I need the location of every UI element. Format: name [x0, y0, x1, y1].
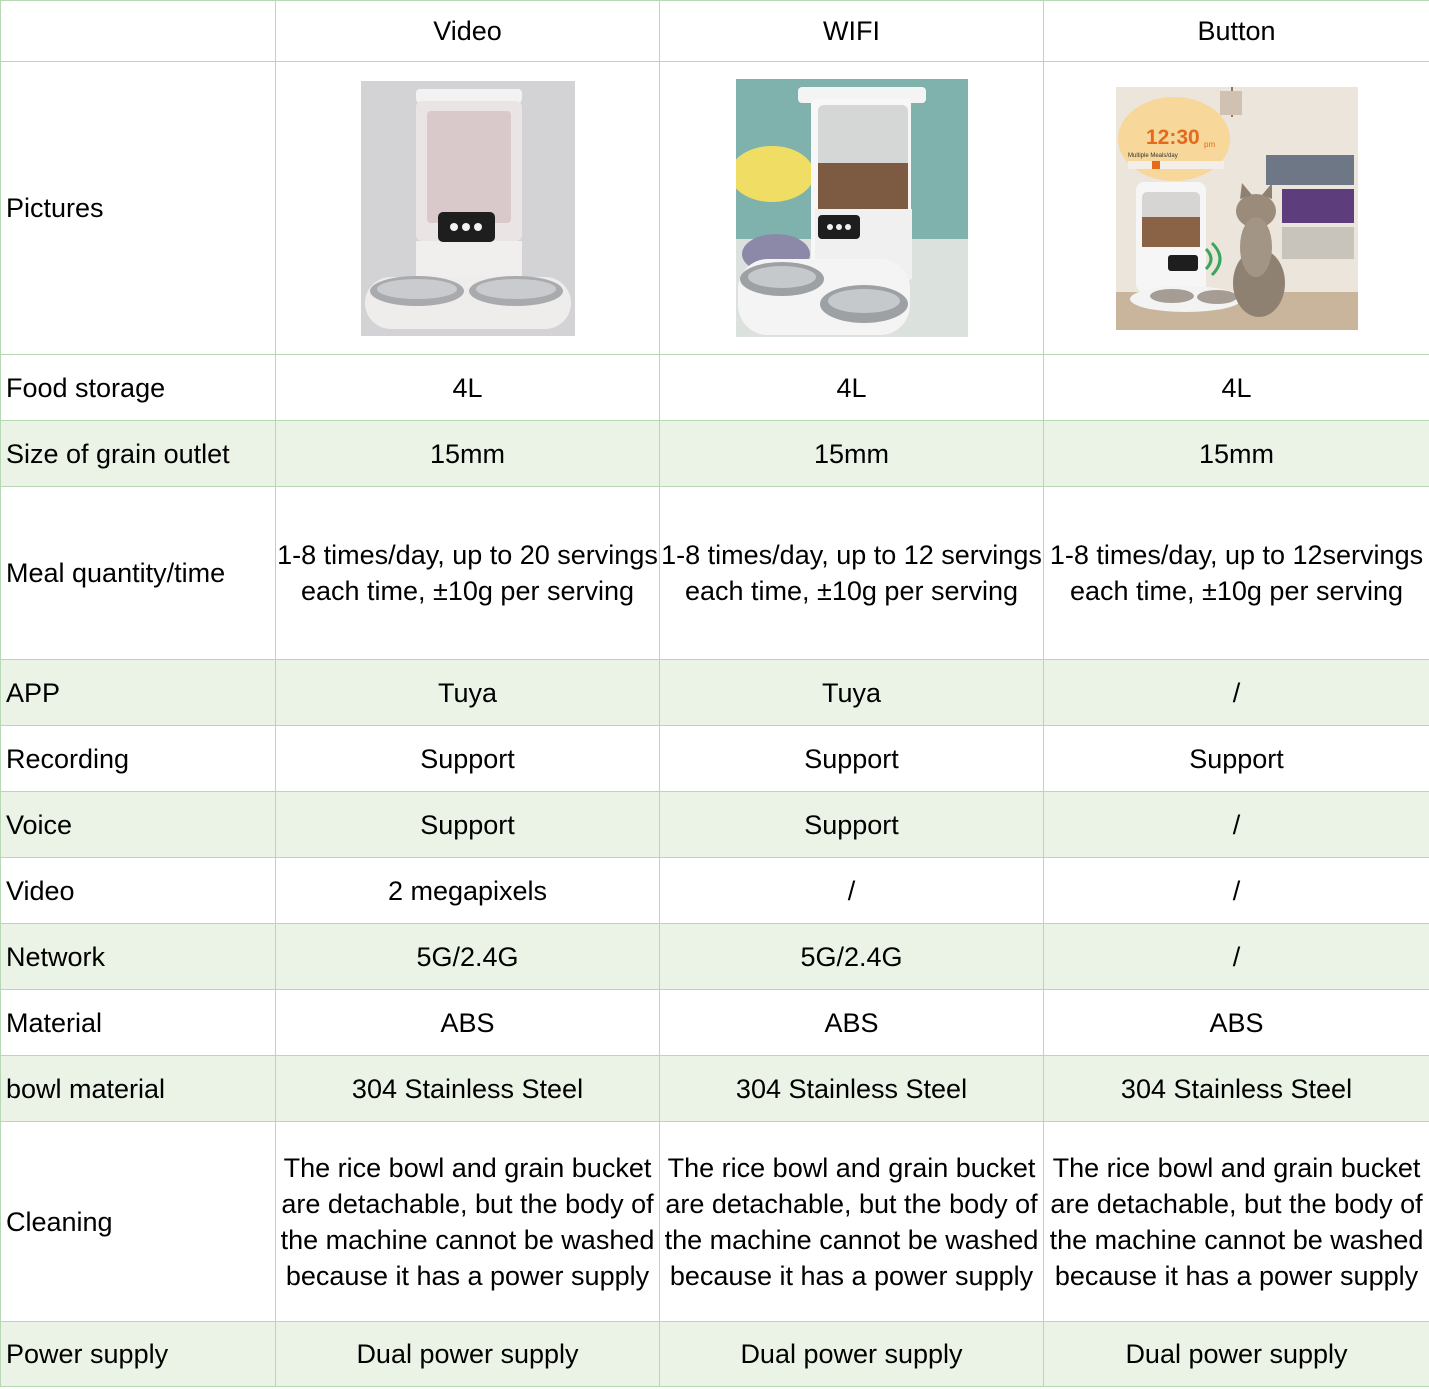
row-cleaning — [1, 1122, 1429, 1322]
value-button: ABS — [1044, 990, 1429, 1056]
column-header-wifi: WIFI — [660, 1, 1044, 62]
row-label: Size of grain outlet — [1, 421, 276, 487]
feeder-meals-caption: Multiple Meals/day — [1127, 152, 1178, 159]
row-label: bowl material — [1, 1056, 276, 1122]
feeder-with-cat-and-schedule-promo-photo — [1116, 87, 1358, 330]
row-label: Network — [1, 924, 276, 990]
column-header-button: Button — [1044, 1, 1429, 62]
pictures-row — [1, 62, 1429, 355]
row-power-supply — [1, 1322, 1429, 1387]
value-wifi: 15mm — [660, 421, 1044, 487]
value-wifi: The rice bowl and grain bucket are detachable, but the body of the machine cannot be washed because it has a power supply — [660, 1122, 1044, 1322]
value-wifi: Dual power supply — [660, 1322, 1044, 1387]
row-voice — [1, 792, 1429, 858]
feeder-clock-time: 12:30 — [1145, 125, 1200, 149]
row-network — [1, 924, 1429, 990]
value-wifi: / — [660, 858, 1044, 924]
value-button: / — [1044, 924, 1429, 990]
value-button: Dual power supply — [1044, 1322, 1429, 1387]
value-wifi: Tuya — [660, 660, 1044, 726]
row-material — [1, 990, 1429, 1056]
row-label-pictures: Pictures — [1, 62, 276, 355]
value-video: ABS — [276, 990, 660, 1056]
value-button: 15mm — [1044, 421, 1429, 487]
row-label: Recording — [1, 726, 276, 792]
column-header-video: Video — [276, 1, 660, 62]
row-video — [1, 858, 1429, 924]
row-label: Meal quantity/time — [1, 487, 276, 660]
value-button: 4L — [1044, 355, 1429, 421]
row-label: Power supply — [1, 1322, 276, 1387]
value-video: 1-8 times/day, up to 20 servings each time, ±10g per serving — [276, 487, 660, 660]
value-wifi: 4L — [660, 355, 1044, 421]
value-wifi: Support — [660, 792, 1044, 858]
value-button: / — [1044, 792, 1429, 858]
row-label: Video — [1, 858, 276, 924]
value-wifi: 5G/2.4G — [660, 924, 1044, 990]
value-wifi: ABS — [660, 990, 1044, 1056]
row-bowl-material — [1, 1056, 1429, 1122]
corner-cell — [1, 1, 276, 62]
row-food-storage — [1, 355, 1429, 421]
row-label: APP — [1, 660, 276, 726]
picture-cell-video — [276, 62, 660, 355]
value-button: / — [1044, 660, 1429, 726]
value-video: The rice bowl and grain bucket are detachable, but the body of the machine cannot be washed because it has a power supply — [276, 1122, 660, 1322]
row-label: Voice — [1, 792, 276, 858]
row-recording — [1, 726, 1429, 792]
value-button: The rice bowl and grain bucket are detachable, but the body of the machine cannot be washed because it has a power supply — [1044, 1122, 1429, 1322]
picture-cell-button — [1044, 62, 1429, 355]
row-label: Material — [1, 990, 276, 1056]
row-label: Food storage — [1, 355, 276, 421]
value-video: Dual power supply — [276, 1322, 660, 1387]
value-wifi: 304 Stainless Steel — [660, 1056, 1044, 1122]
row-app — [1, 660, 1429, 726]
row-meal-quantity — [1, 487, 1429, 660]
row-label: Cleaning — [1, 1122, 276, 1322]
value-video: Support — [276, 792, 660, 858]
value-wifi: Support — [660, 726, 1044, 792]
value-video: 5G/2.4G — [276, 924, 660, 990]
value-video: 4L — [276, 355, 660, 421]
header-row — [1, 1, 1429, 62]
white-feeder-with-kibble-on-sofa-photo — [736, 79, 968, 337]
value-button: Support — [1044, 726, 1429, 792]
value-button: 304 Stainless Steel — [1044, 1056, 1429, 1122]
value-wifi: 1-8 times/day, up to 12 servings each time, ±10g per serving — [660, 487, 1044, 660]
value-video: 304 Stainless Steel — [276, 1056, 660, 1122]
value-video: Support — [276, 726, 660, 792]
value-button: / — [1044, 858, 1429, 924]
value-video: 2 megapixels — [276, 858, 660, 924]
picture-cell-wifi — [660, 62, 1044, 355]
value-button: 1-8 times/day, up to 12servings each time, ±10g per serving — [1044, 487, 1429, 660]
value-video: 15mm — [276, 421, 660, 487]
feeder-clock-suffix: pm — [1203, 139, 1215, 149]
white-feeder-with-camera-and-double-bowl-photo — [361, 81, 575, 336]
value-video: Tuya — [276, 660, 660, 726]
row-grain-outlet — [1, 421, 1429, 487]
